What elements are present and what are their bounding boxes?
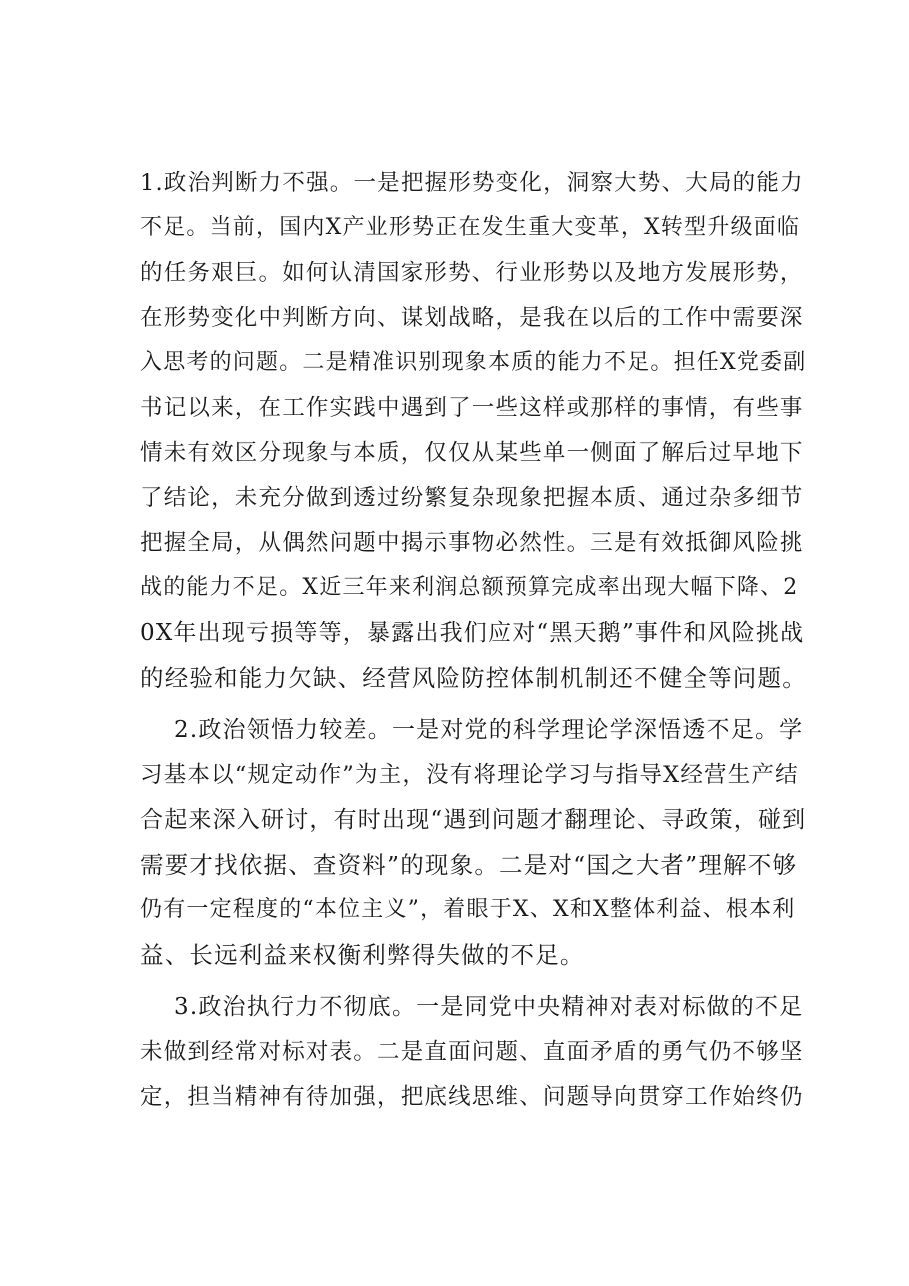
paragraph-2-line-6: 益、长远利益来权衡利弊得失做的不足。: [140, 941, 585, 969]
paragraph-2-line-2: 习基本以“规定动作”为主，没有将理论学习与指导X经营生产结: [140, 762, 799, 788]
paragraph-3-line-2: 未做到经常对标对表。二是直面问题、直面矛盾的勇气仍不够坚: [140, 1039, 804, 1065]
paragraph-2-line-5: 仍有一定程度的“本位主义”，着眼于X、X和X整体利益、根本利: [140, 897, 796, 922]
paragraph-1-line-8: 了结论，未充分做到透过纷繁复杂现象把握本质、通过杂多细节: [140, 485, 804, 511]
paragraph-2-line-3: 合起来深入研讨，有时出现“遇到问题才翻理论、寻政策，碰到: [140, 807, 807, 833]
paragraph-2-line-4: 需要才找依据、查资料”的现象。二是对“国之大者”理解不够: [140, 851, 798, 879]
paragraph-1-line-6: 书记以来，在工作实践中遇到了一些这样或那样的事情，有些事: [140, 395, 804, 421]
paragraph-3-line-1: 3.政治执行力不彻底。一是同党中央精神对表对标做的不足: [174, 994, 804, 1020]
paragraph-1-line-11: 0X年出现亏损等等，暴露出我们应对“黑天鹅”事件和风险挑战: [140, 620, 805, 646]
paragraph-2-line-1: 2.政治领悟力较差。一是对党的科学理论学深悟透不足。学: [174, 717, 804, 743]
paragraph-1-line-1: 1.政治判断力不强。一是把握形势变化，洞察大势、大局的能力: [140, 170, 804, 196]
paragraph-1-line-3: 的任务艰巨。如何认清国家形势、行业形势以及地方发展形势，: [140, 260, 804, 286]
paragraph-1-line-4: 在形势变化中判断方向、谋划战略，是我在以后的工作中需要深: [140, 305, 804, 331]
paragraph-3-line-3: 定，担当精神有待加强，把底线思维、问题导向贯穿工作始终仍: [140, 1084, 804, 1110]
paragraph-1-line-10: 战的能力不足。X近三年来利润总额预算完成率出现大幅下降、2: [140, 575, 799, 600]
paragraph-1-line-12: 的经验和能力欠缺、经营风险防控体制机制还不健全等问题。: [140, 664, 807, 692]
paragraph-1-line-5: 入思考的问题。二是精准识别现象本质的能力不足。担任X党委副: [140, 350, 807, 375]
paragraph-1-line-2: 不足。当前，国内X产业形势正在发生重大变革，X转型升级面临: [140, 215, 801, 240]
paragraph-1-line-7: 情未有效区分现象与本质，仅仅从某些单一侧面了解后过早地下: [140, 440, 804, 466]
paragraph-1-line-9: 把握全局，从偶然问题中揭示事物必然性。三是有效抵御风险挑: [140, 530, 804, 556]
